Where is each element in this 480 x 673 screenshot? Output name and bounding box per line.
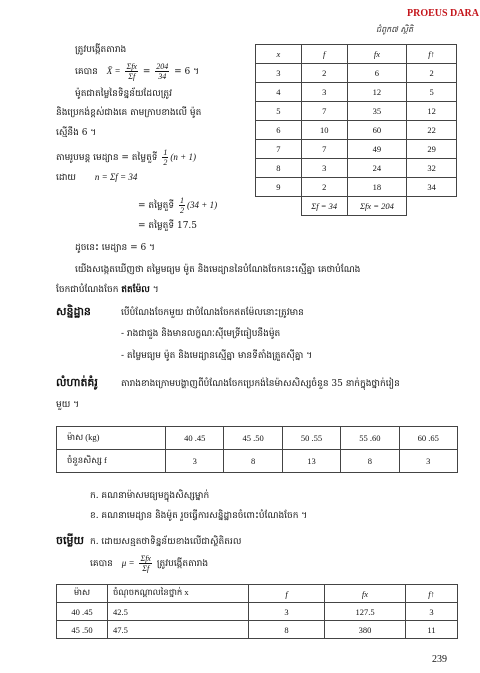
table-cell: 12 xyxy=(347,83,407,102)
median-formula: តាមរូបមន្ត មេដ្យាន = តម្លៃតួទី $\frac{1}{2}$ (n + 1) xyxy=(56,148,196,167)
table-cell: ចំណុចកណ្ដាលនៃថ្នាក់ x xyxy=(108,585,249,603)
mass-distribution-table xyxy=(56,426,458,473)
table-row xyxy=(57,585,458,603)
table-cell: 380 xyxy=(325,621,406,639)
observation-line-2: ចែកជាបំណែងចែក ឥតម៉ែល ។ xyxy=(56,285,159,295)
table-row xyxy=(256,102,457,121)
observation-line-1: យើងសង្កេតឃើញថា តម្លៃមធ្យម ម៉ូត និងមេដ្យាននៃបំណែងចែកនេះស្មើគ្នា គេថាបំណែង xyxy=(75,265,361,275)
median-value: = តម្លៃតួទី 17.5 xyxy=(138,221,198,231)
table-cell: 13 xyxy=(282,450,340,473)
table-cell: 6 xyxy=(256,121,302,140)
answer-text: ក. ដោយសន្មតថាទិន្នន័យខាងលើជាស្ថិតិតរល xyxy=(90,537,242,547)
table-cell: 32 xyxy=(407,159,457,178)
table-cell: ម៉ាស xyxy=(57,585,108,603)
table-cell: 3 xyxy=(301,159,347,178)
header-cumulative-f: f↑ xyxy=(407,45,457,64)
median-conclusion: ដូចនេះ មេដ្យាន = 6 ។ xyxy=(75,243,155,253)
table-row xyxy=(57,450,458,473)
example-text-2: មួយ ។ xyxy=(56,400,80,410)
table-cell: 47.5 xyxy=(108,621,249,639)
line-create-table: ត្រូវបង្កើតតារាង xyxy=(75,45,127,55)
table-cell: 127.5 xyxy=(325,603,406,621)
table-cell: 60 .65 xyxy=(399,427,457,450)
table-cell: 5 xyxy=(407,83,457,102)
table-row xyxy=(57,621,458,639)
table-cell: f↑ xyxy=(406,585,458,603)
table-cell: 40 .45 xyxy=(166,427,224,450)
example-label: លំហាត់គំរូ xyxy=(56,376,98,389)
mean-formula: គេបាន X̄ = $\frac{\text{Σfx}}{\Sigma f}$ = $\frac{204}{34}$ = 6 ។ xyxy=(75,62,200,81)
example-text: តារាងខាងក្រោមបង្ហាញពីបំណែងចែកប្រេកង់នៃម៉ាសសិស្សចំនួន 35 នាក់ក្នុងថ្នាក់រៀន xyxy=(121,379,400,389)
table-cell: 29 xyxy=(407,140,457,159)
table-cell: 4 xyxy=(256,83,302,102)
table-cell xyxy=(407,197,457,216)
table-cell: 3 xyxy=(249,603,325,621)
mean-fraction-1: $\frac{\text{Σfx}}{\Sigma f}$ xyxy=(126,62,137,81)
totals-row xyxy=(256,197,457,216)
table-cell: 6 xyxy=(347,64,407,83)
table-cell: 3 xyxy=(406,603,458,621)
table-cell: 8 xyxy=(249,621,325,639)
table-cell xyxy=(256,197,302,216)
table-cell: 18 xyxy=(347,178,407,197)
median-calc: = តម្លៃតួទី $\frac{1}{2}$ (34 + 1) xyxy=(138,196,218,215)
table-cell: 50 .55 xyxy=(282,427,340,450)
table-cell: 8 xyxy=(256,159,302,178)
mean-result: = 6 ។ xyxy=(174,67,200,77)
page-number: 239 xyxy=(432,654,447,665)
table-cell: 12 xyxy=(407,102,457,121)
table-cell: 24 xyxy=(347,159,407,178)
table-cell: 55 .60 xyxy=(341,427,399,450)
table-cell: 8 xyxy=(224,450,282,473)
table-cell: 35 xyxy=(347,102,407,121)
table-cell: f xyxy=(249,585,325,603)
table-cell: fx xyxy=(325,585,406,603)
n-definition: ដោយ n = Σf = 34 xyxy=(56,172,138,183)
table-row xyxy=(256,121,457,140)
table-cell: 7 xyxy=(301,102,347,121)
table-cell: 45 .50 xyxy=(57,621,108,639)
table-cell: 2 xyxy=(301,64,347,83)
conclusion-text: បើបំណែងចែកមួយ ជាបំណែងចែកឥតម៉ែលនោះត្រូវមាន xyxy=(121,308,304,318)
table-cell: 2 xyxy=(407,64,457,83)
table-cell: 11 xyxy=(406,621,458,639)
table-cell: 42.5 xyxy=(108,603,249,621)
table-cell: 40 .45 xyxy=(57,603,108,621)
header-fx: fx xyxy=(347,45,407,64)
table-cell: 10 xyxy=(301,121,347,140)
mean-prefix: គេបាន xyxy=(75,67,98,77)
table-row xyxy=(256,64,457,83)
table-cell: 9 xyxy=(256,178,302,197)
table-cell: 3 xyxy=(256,64,302,83)
table-cell: 3 xyxy=(301,83,347,102)
frequency-table xyxy=(255,44,457,216)
answer-label: ចម្លើយ xyxy=(56,534,84,547)
table-cell: 3 xyxy=(166,450,224,473)
total-fx: Σfx = 204 xyxy=(347,197,407,216)
table-row xyxy=(256,83,457,102)
conclusion-bullet-1: - រាងជាជួង និងមានលក្ខណៈស៊ីមេទ្រីធៀបនឹងម៉ូត xyxy=(121,329,281,339)
chapter-header: ជំពូក៧ ស្ថិតិ xyxy=(376,25,414,34)
header-x: x xyxy=(256,45,302,64)
question-a: ក. គណនាម៉ាសមធ្យមក្នុងសិស្សម្នាក់ xyxy=(90,491,210,501)
table-row xyxy=(256,159,457,178)
midpoint-table xyxy=(56,584,458,639)
total-f: Σf = 34 xyxy=(301,197,347,216)
table-row xyxy=(256,140,457,159)
table-row xyxy=(57,603,458,621)
table-cell: 7 xyxy=(256,140,302,159)
mode-line-3: ស្មើនឹង 6 ។ xyxy=(56,128,97,138)
table-cell: 22 xyxy=(407,121,457,140)
table-cell: 3 xyxy=(399,450,457,473)
header-f: f xyxy=(301,45,347,64)
answer-mean-formula: គេបាន μ = $\frac{\text{Σfx}}{\Sigma f}$ ត្រូវបង្កើតតារាង xyxy=(90,554,209,573)
conclusion-bullet-2: - តម្លៃមធ្យម ម៉ូត និងមេដ្យានស្មើគ្នា មានទីតាំងត្រួតស៊ីគ្នា ។ xyxy=(121,351,313,361)
mean-fraction-2: $\frac{204}{34}$ xyxy=(156,62,169,81)
table-cell: 2 xyxy=(301,178,347,197)
mean-symbol: X̄ = xyxy=(106,66,121,76)
mode-line-1: ម៉ូតជាតម្លៃនៃទិន្នន័យដែលត្រូវ xyxy=(75,89,172,99)
table-row xyxy=(256,178,457,197)
students-row-label: ចំនួនសិស្ស f xyxy=(57,450,166,473)
conclusion-label: សន្និដ្ឋាន xyxy=(56,305,91,318)
brand-header: PROEUS DARA xyxy=(407,8,479,19)
mode-line-2: និងប្រេកង់ខ្ពស់ជាងគេ តាមក្រាបខាងលើ ម៉ូត xyxy=(56,108,202,118)
table-row xyxy=(256,45,457,64)
table-cell: 49 xyxy=(347,140,407,159)
table-row xyxy=(57,427,458,450)
question-b: ខ. គណនាមេដ្យាន និងម៉ូត រួចធ្វើការសន្និដ្ឋានចំពោះបំណែងចែក ។ xyxy=(90,511,308,521)
mass-row-label: ម៉ាស (kg) xyxy=(57,427,166,450)
table-cell: 5 xyxy=(256,102,302,121)
table-cell: 8 xyxy=(341,450,399,473)
table-cell: 7 xyxy=(301,140,347,159)
table-cell: 34 xyxy=(407,178,457,197)
table-cell: 45 .50 xyxy=(224,427,282,450)
table-cell: 60 xyxy=(347,121,407,140)
